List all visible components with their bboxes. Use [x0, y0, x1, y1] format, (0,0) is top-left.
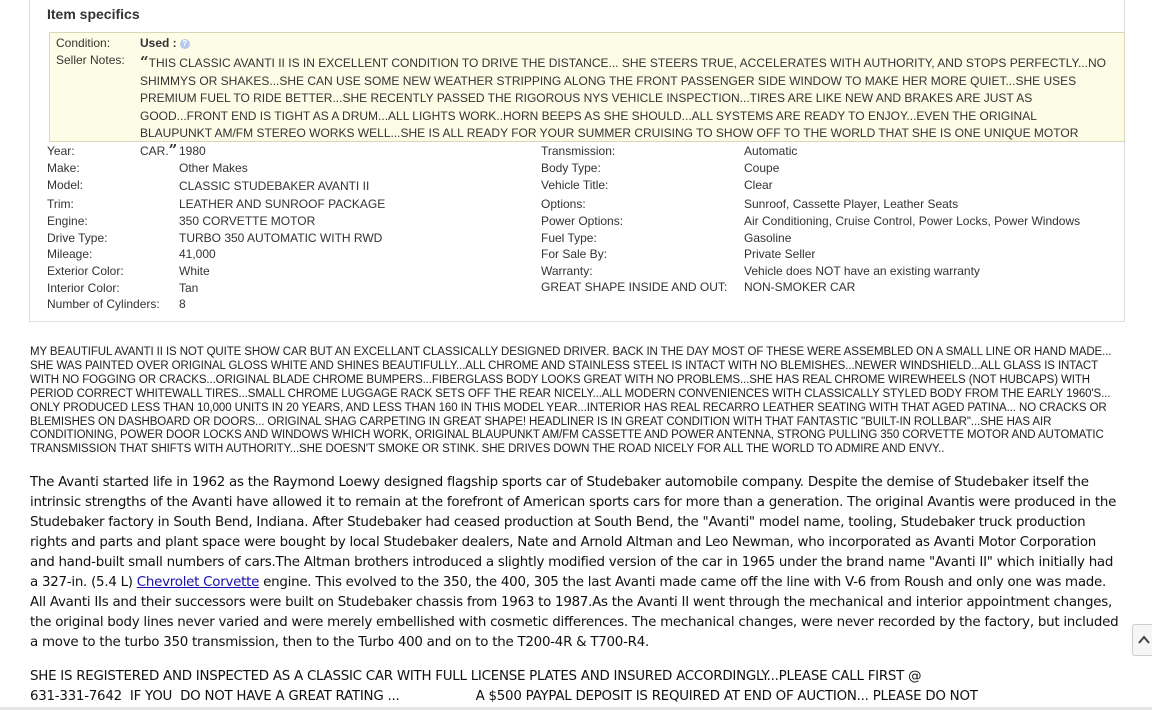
back-to-top-button[interactable] [1132, 624, 1152, 656]
spec-label-cylinders: Number of Cylinders: [47, 297, 160, 311]
avanti-history [30, 473, 1122, 653]
spec-value-cylinders: 8 [179, 297, 186, 311]
spec-value-great-shape: NON-SMOKER CAR [744, 280, 856, 294]
spec-label-model: Model: [47, 178, 84, 192]
spec-value-options: Sunroof, Cassette Player, Leather Seats [744, 197, 959, 211]
spec-label-warranty: Warranty: [541, 264, 593, 278]
closing-line-1: SHE IS REGISTERED AND INSPECTED AS A CLASSIC CAR WITH FULL LICENSE PLATES AND INSURED ACCORDINGLY...PLEASE CALL FIRST @ [30, 669, 922, 684]
seller-notes-text: THIS CLASSIC AVANTI II IS IN EXCELLENT CONDITION TO DRIVE THE DISTANCE... SHE STEERS TRUE, ACCELERATES WITH AUTHORITY, AND STOPS PERFECTLY...NO SHIMMYS OR SHAKES...SHE CAN USE SOME NEW WEATHER STRIPPING ALONG THE FRONT PASSENGER SIDE WINDOW TO MAKE HER MORE QUIET...SHE USES PREMIUM FUEL TO RIDE BETTER...SHE RECENTLY PASSED THE RIGOROUS NYS VEHICLE INSPECTION...TIRES ARE LIKE NEW AND BRAKES ARE JUST AS GOOD...FRONT END IS TIGHT AS A DRUM...ALL LIGHTS WORK..HORN BEEPS AS SHE SHOULD...ALL SYSTEMS ARE READY TO ENJOY...EVEN THE ORIGINAL BLAUPUNKT AM/FM STEREO WORKS WELL...SHE IS ALL READY FOR YOUR SUMMER CRUISING TO SHOW OFF TO THE WORLD THAT SHE IS ONE UNIQUE MOTOR CAR. [140, 56, 1106, 158]
spec-label-drive-type: Drive Type: [47, 231, 108, 245]
seller-notes-label: Seller Notes: [56, 53, 125, 67]
spec-value-make: Other Makes [179, 161, 248, 175]
spec-label-exterior-color: Exterior Color: [47, 264, 124, 278]
help-icon[interactable]: ? [180, 39, 190, 49]
open-quote-icon: “ [140, 53, 149, 71]
close-quote-icon: ” [168, 140, 178, 159]
seller-description: MY BEAUTIFUL AVANTI II IS NOT QUITE SHOW CAR BUT AN EXCELLANT CLASSICALLY DESIGNED DRIVER. BACK IN THE DAY MOST OF THESE WERE ASSEMBLED ON A SMALL LINE OR HAND MADE... SHE WAS PAINTED OVER ORIGINAL GLOSS WHITE AND SHINES BEAUTIFULLY...ALL CHROME AND STAINLESS STEEL IS INTACT WITH NO BLEMISHES...NEWER WINDSHIELD...ALL GLASS IS INTACT WITH NO FOGGING OR CRACKS...ORIGINAL BLADE CHROME BUMPERS...FIBERGLASS BODY LOOKS GREAT WITH NO PROBLEMS...SHE HAS REAL CHROME WIREWHEELS (NOT HUBCAPS) WITH PERIOD CORRECT WHITEWALL TIRES...SMALL CHROME LUGGAGE RACK SETS OFF THE REAR NICELY...ALL MODERN CONVENIENCES WITH CLASSICALLY STYLED BODY FROM THE EARLY 1960'S... ONLY PRODUCED LESS THAN 10,000 UNITS IN 20 YEARS, AND LESS THAN 160 IN THIS MODEL YEAR...INTERIOR HAS REAL RECARRO LEATHER SEATING WITH THAT AGED PATINA... NO CRACKS OR BLEMISHES ON DASHBOARD OR DOORS... ORIGINAL SHAG CARPETING IN GREAT SHAPE! HEADLINER IS IN GREAT CONDITION WITH THAT FANTASTIC "BUILT-IN ROLLBAR"...SHE HAS AIR CONDITIONING, POWER DOOR LOCKS AND WINDOWS WHICH WORK, ORIGINAL BLAUPUNKT AM/FM CASSETTE AND POWER ANTENNA, STRONG PULLING 350 CORVETTE MOTOR AND AUTOMATIC TRANSMISSION THAT SHIFTS WITH AUTHORITY...SHE DOESN'T SMOKE OR STINK. SHE DRIVES DOWN THE ROAD NICELY FOR ALL THE WORLD TO ADMIRE AND ENVY.. [30, 346, 1112, 456]
spec-value-vehicle-title: Clear [744, 178, 773, 192]
history-text-start: The Avanti started life in 1962 as the Raymond Loewy designed flagship sports car of Studebaker automobile company. Despite the demise of Studebaker itself the intrinsic strengths of the Avanti have allowed it to remain at the forefront of American sports cars for more than a generation. The original Avantis were produced in the Studebaker factory in South Bend, Indiana. After Studebaker had ceased production at South Bend, the "Avanti" model name, tooling, Studebaker truck production rights and parts and plant space were bought by local Studebaker dealers, Nate and Arnold Altman and Leo Newman, who incorporated as Avanti Motor Corporation and hand-built small numbers of cars.The Altman brothers introduced a slightly modified version of the car in 1965 under the brand name "Avanti II" which initially had a 327-in. (5.4 L) [30, 475, 1117, 590]
spec-value-interior-color: Tan [179, 281, 199, 295]
spec-value-power-options: Air Conditioning, Cruise Control, Power Locks, Power Windows [744, 214, 1081, 228]
spec-label-vehicle-title: Vehicle Title: [541, 178, 609, 192]
spec-value-body-type: Coupe [744, 161, 780, 175]
chevrolet-corvette-link[interactable]: Chevrolet Corvette [136, 575, 260, 590]
condition-value [140, 36, 190, 50]
spec-label-engine: Engine: [47, 214, 88, 228]
spec-label-for-sale-by: For Sale By: [541, 247, 608, 261]
spec-label-trim: Trim: [47, 197, 74, 211]
spec-value-year: 1980 [179, 144, 206, 158]
spec-label-mileage: Mileage: [47, 247, 93, 261]
spec-value-model: CLASSIC STUDEBAKER AVANTI II [179, 179, 370, 193]
condition-value-text: Used : [140, 36, 177, 50]
spec-value-for-sale-by: Private Seller [744, 247, 816, 261]
spec-label-transmission: Transmission: [541, 144, 616, 158]
spec-label-fuel-type: Fuel Type: [541, 231, 597, 245]
spec-value-engine: 350 CORVETTE MOTOR [179, 214, 316, 228]
item-specifics-section [29, 0, 1125, 322]
spec-value-drive-type: TURBO 350 AUTOMATIC WITH RWD [179, 231, 383, 245]
spec-label-body-type: Body Type: [541, 161, 601, 175]
spec-label-interior-color: Interior Color: [47, 281, 120, 295]
closing-notes [30, 667, 1122, 707]
spec-value-warranty: Vehicle does NOT have an existing warranty [744, 264, 980, 278]
history-text-end: engine. This evolved to the 350, the 400, 305 the last Avanti made came off the line with V-6 from Roush and only one was made. All Avanti IIs and their successors were built on Studebaker chassis from 1963 to 1987.As the Avanti II went through the mechanical and interior appointment changes, the original body lines never varied and were merely embellished with cosmetic differences. The mechanical changes, were never recorded by the factory, but included a move to the turbo 350 transmission, then to the Turbo 400 and on to the T200-4R & T700-R4. [30, 575, 1119, 650]
spec-label-power-options: Power Options: [541, 214, 624, 228]
chevron-up-icon [1138, 635, 1150, 645]
spec-label-year: Year: [47, 144, 75, 158]
spec-label-options: Options: [541, 197, 586, 211]
spec-value-fuel-type: Gasoline [744, 231, 792, 245]
spec-label-great-shape: GREAT SHAPE INSIDE AND OUT: [541, 280, 728, 294]
spec-value-mileage: 41,000 [179, 247, 216, 261]
condition-label: Condition: [56, 36, 111, 50]
spec-value-trim: LEATHER AND SUNROOF PACKAGE [179, 197, 386, 211]
item-specifics-title: Item specifics [47, 6, 140, 22]
seller-notes [140, 55, 1106, 161]
spec-label-make: Make: [47, 161, 80, 175]
spec-value-transmission: Automatic [744, 144, 798, 158]
spec-value-exterior-color: White [179, 264, 210, 278]
closing-line-2: 631-331-7642 IF YOU DO NOT HAVE A GREAT RATING ... A $500 PAYPAL DEPOSIT IS REQUIRED AT END OF AUCTION... PLEASE DO NOT [30, 689, 978, 704]
